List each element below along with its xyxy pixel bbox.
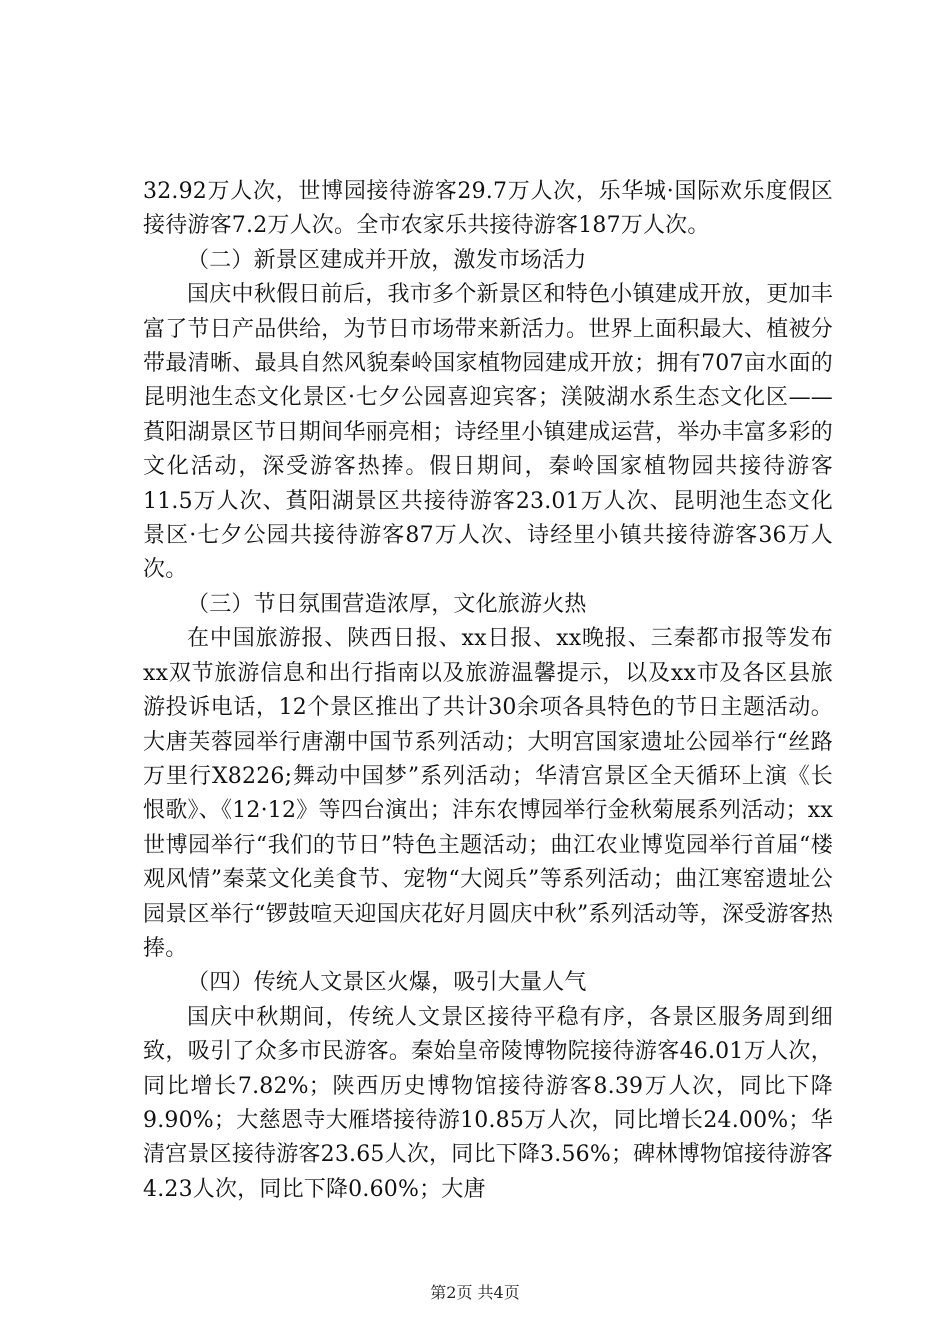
document-body [143,175,833,1207]
paragraph-new-scenic-areas: 国庆中秋假日前后，我市多个新景区和特色小镇建成开放，更加丰富了节日产品供给，为节日市场带来新活力。世界上面积最大、植被分带最清晰、最具自然风貌秦岭国家植物园建成开放；拥有707亩水面的昆明池生态文化景区·七夕公园喜迎宾客；渼陂湖水系生态文化区——萯阳湖景区节日期间华丽亮相；诗经里小镇建成运营，举办丰富多彩的文化活动，深受游客热捧。假日期间，秦岭国家植物园共接待游客11.5万人次、萯阳湖景区共接待游客23.01万人次、昆明池生态文化景区·七夕公园共接待游客87万人次、诗经里小镇共接待游客36万人次。 [143,282,833,583]
section-heading-4: （四）传统人文景区火爆，吸引大量人气 [187,970,587,996]
paragraph-continuation: 32.92万人次，世博园接待游客29.7万人次，乐华城·国际欢乐度假区接待游客7.2万人次。全市农家乐共接待游客187万人次。 [143,179,833,239]
section-heading-2: （二）新景区建成并开放，激发市场活力 [187,247,587,273]
section-heading-3: （三）节日氛围营造浓厚，文化旅游火热 [187,591,587,617]
paragraph-festival-activities: 在中国旅游报、陕西日报、xx日报、xx晚报、三秦都市报等发布xx双节旅游信息和出行指南以及旅游温馨提示，以及xx市及各区县旅游投诉电话，12个景区推出了共计30余项各具特色的节日主题活动。大唐芙蓉园举行唐潮中国节系列活动；大明宫国家遗址公园举行“丝路万里行X8226;舞动中国梦”系列活动；华清宫景区全天循环上演《长恨歌》、《12·12》等四台演出；沣东农博园举行金秋菊展系列活动；xx世博园举行“我们的节日”特色主题活动；曲江农业博览园举行首届“楼观风情”秦菜文化美食节、宠物“大阅兵”等系列活动；曲江寒窑遗址公园景区举行“锣鼓喧天迎国庆花好月圆庆中秋”系列活动等，深受游客热捧。 [143,626,833,961]
paragraph-traditional-sites: 国庆中秋期间，传统人文景区接待平稳有序，各景区服务周到细致，吸引了众多市民游客。秦始皇帝陵博物院接待游客46.01万人次，同比增长7.82%；陕西历史博物馆接待游客8.39万人次，同比下降9.90%；大慈恩寺大雁塔接待游10.85万人次，同比增长24.00%；华清宫景区接待游客23.65人次，同比下降3.56%；碑林博物馆接待游客4.23人次，同比下降0.60%；大唐 [143,1004,833,1202]
page-footer: 第2页 共4页 [430,1283,520,1302]
